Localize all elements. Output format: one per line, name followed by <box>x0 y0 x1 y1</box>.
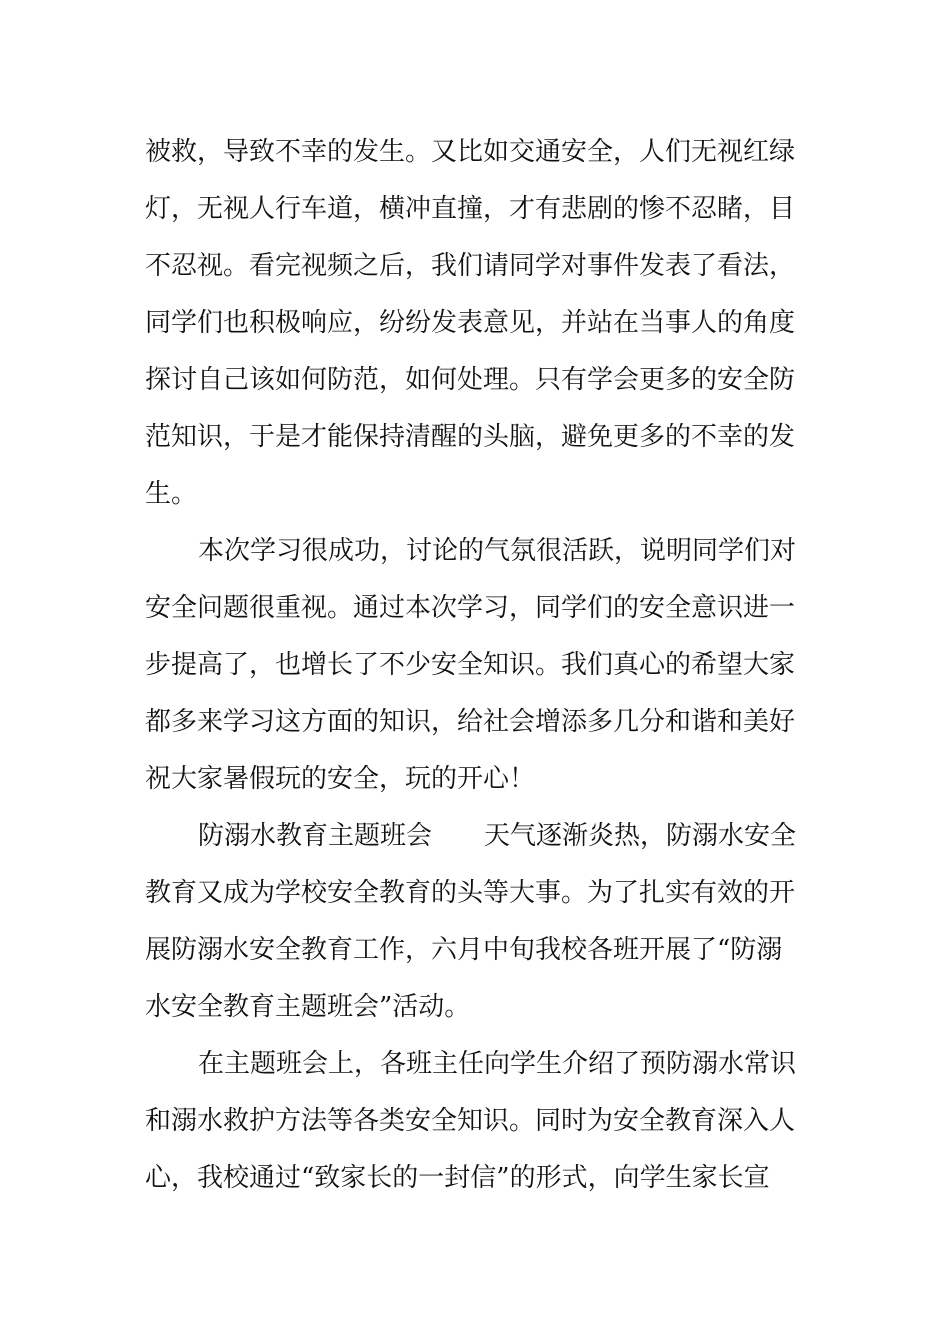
text-line: 安全问题很重视。通过本次学习，同学们的安全意识进一 <box>145 593 796 623</box>
text-line: 被救，导致不幸的发生。又比如交通安全，人们无视红绿 <box>145 137 796 167</box>
text-line: 心，我校通过“致家长的一封信”的形式，向学生家长宣 <box>145 1163 770 1193</box>
text-line: 教育又成为学校安全教育的头等大事。为了扎实有效的开 <box>145 878 796 908</box>
paragraph-first-line: 在主题班会上，各班主任向学生介绍了预防溺水常识 <box>198 1049 797 1079</box>
text-line: 生。 <box>145 479 198 509</box>
text-line: 都多来学习这方面的知识，给社会增添多几分和谐和美好 <box>145 707 796 737</box>
text-line: 水安全教育主题班会”活动。 <box>145 992 471 1022</box>
text-line: 步提高了，也增长了不少安全知识。我们真心的希望大家 <box>145 650 796 680</box>
text-line: 展防溺水安全教育工作，六月中旬我校各班开展了“防溺 <box>145 935 783 965</box>
text-line: 同学们也积极响应，纷纷发表意见，并站在当事人的角度 <box>145 308 796 338</box>
text-line: 和溺水救护方法等各类安全知识。同时为安全教育深入人 <box>145 1106 796 1136</box>
text-line: 探讨自己该如何防范，如何处理。只有学会更多的安全防 <box>145 365 796 395</box>
text-line: 灯，无视人行车道，横冲直撞，才有悲剧的惨不忍睹，目 <box>145 194 796 224</box>
text-line: 范知识，于是才能保持清醒的头脑，避免更多的不幸的发 <box>145 422 796 452</box>
paragraph-first-line: 本次学习很成功，讨论的气氛很活跃，说明同学们对 <box>198 536 797 566</box>
text-line: 不忍视。看完视频之后，我们请同学对事件发表了看法， <box>145 251 796 281</box>
text-line: 祝大家暑假玩的安全，玩的开心！ <box>145 764 536 794</box>
paragraph-first-line: 防溺水教育主题班会 天气逐渐炎热，防溺水安全 <box>198 821 797 851</box>
